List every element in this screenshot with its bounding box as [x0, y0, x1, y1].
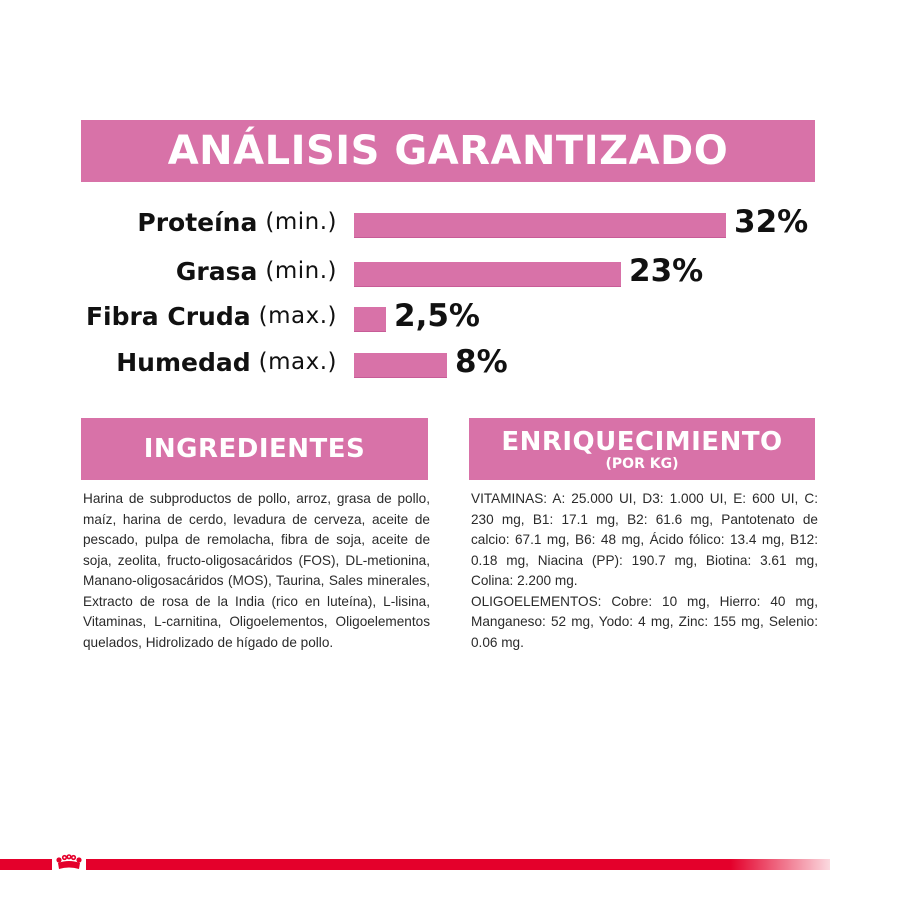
analysis-label: [176, 251, 337, 291]
nutrient-value: 32%: [734, 204, 809, 240]
ingredients-text: [83, 489, 430, 653]
ingredients-paragraph: Harina de subproductos de pollo, arroz, grasa de pollo, maíz, harina de cerdo, levadura de cerveza, aceite de pescado, pulpa de remolacha, fibra de soja, aceite de soja, zeolita, fructo-oligosacáridos (FOS), DL-metionina, Manano-oligosacáridos (MOS), Taurina, Sales minerales, Extracto de rosa de la India (rico en luteína), L-lisina, Vitaminas, L-carnitina, Oligoelementos, Oligoelementos quelados, Hidrolizado de hígado de pollo.: [83, 491, 430, 650]
nutrient-qualifier: (max.): [258, 349, 337, 375]
value-bar: [354, 262, 621, 287]
value-bar: [354, 213, 726, 238]
enrichment-header: [469, 418, 815, 480]
nutrient-value: 8%: [455, 344, 508, 380]
enrichment-text: [471, 489, 818, 653]
enrichment-heading: ENRIQUECIMIENTO: [501, 426, 783, 457]
analysis-row-protein: [0, 202, 900, 242]
analysis-label: [116, 342, 337, 382]
trace-elements-paragraph: OLIGOELEMENTOS: Cobre: 10 mg, Hierro: 40 mg, Manganeso: 52 mg, Yodo: 4 mg, Zinc: 155 mg, Selenio: 0.06 mg.: [471, 593, 818, 650]
analysis-row-fat: [0, 251, 900, 291]
nutrient-value: 23%: [629, 253, 704, 289]
bar-track: [354, 353, 726, 377]
nutrient-name: Fibra Cruda: [85, 301, 251, 331]
ingredients-header: [81, 418, 428, 480]
value-bar: [354, 353, 447, 378]
footer-red-line: [0, 859, 830, 870]
ingredients-heading: INGREDIENTES: [143, 434, 366, 464]
bar-track: [354, 213, 726, 237]
nutrient-name: Humedad: [116, 347, 251, 377]
nutrient-qualifier: (min.): [265, 258, 337, 284]
analysis-row-moisture: [0, 342, 900, 382]
brand-badge: [52, 852, 86, 878]
analysis-label: [86, 296, 337, 336]
nutrient-name: Grasa: [175, 256, 258, 286]
nutrient-value: 2,5%: [394, 298, 480, 334]
analysis-title: ANÁLISIS GARANTIZADO: [167, 128, 729, 174]
value-bar: [354, 307, 386, 332]
analysis-title-banner: [81, 120, 815, 182]
crown-icon: [55, 854, 83, 877]
enrichment-subheading: (POR KG): [605, 455, 679, 472]
nutrient-name: Proteína: [137, 207, 258, 237]
analysis-row-fiber: [0, 296, 900, 336]
nutrient-qualifier: (max.): [258, 303, 337, 329]
vitamins-paragraph: VITAMINAS: A: 25.000 UI, D3: 1.000 UI, E: 600 UI, C: 230 mg, B1: 17.1 mg, B2: 61.6 mg, Pantotenato de calcio: 67.1 mg, B6: 48 mg, Ácido fólico: 13.4 mg, B12: 0.18 mg, Niacina (PP): 190.7 mg, Biotina: 3.61 mg, Colina: 2.200 mg.: [471, 491, 818, 588]
nutrient-qualifier: (min.): [265, 209, 337, 235]
analysis-label: [137, 202, 337, 242]
